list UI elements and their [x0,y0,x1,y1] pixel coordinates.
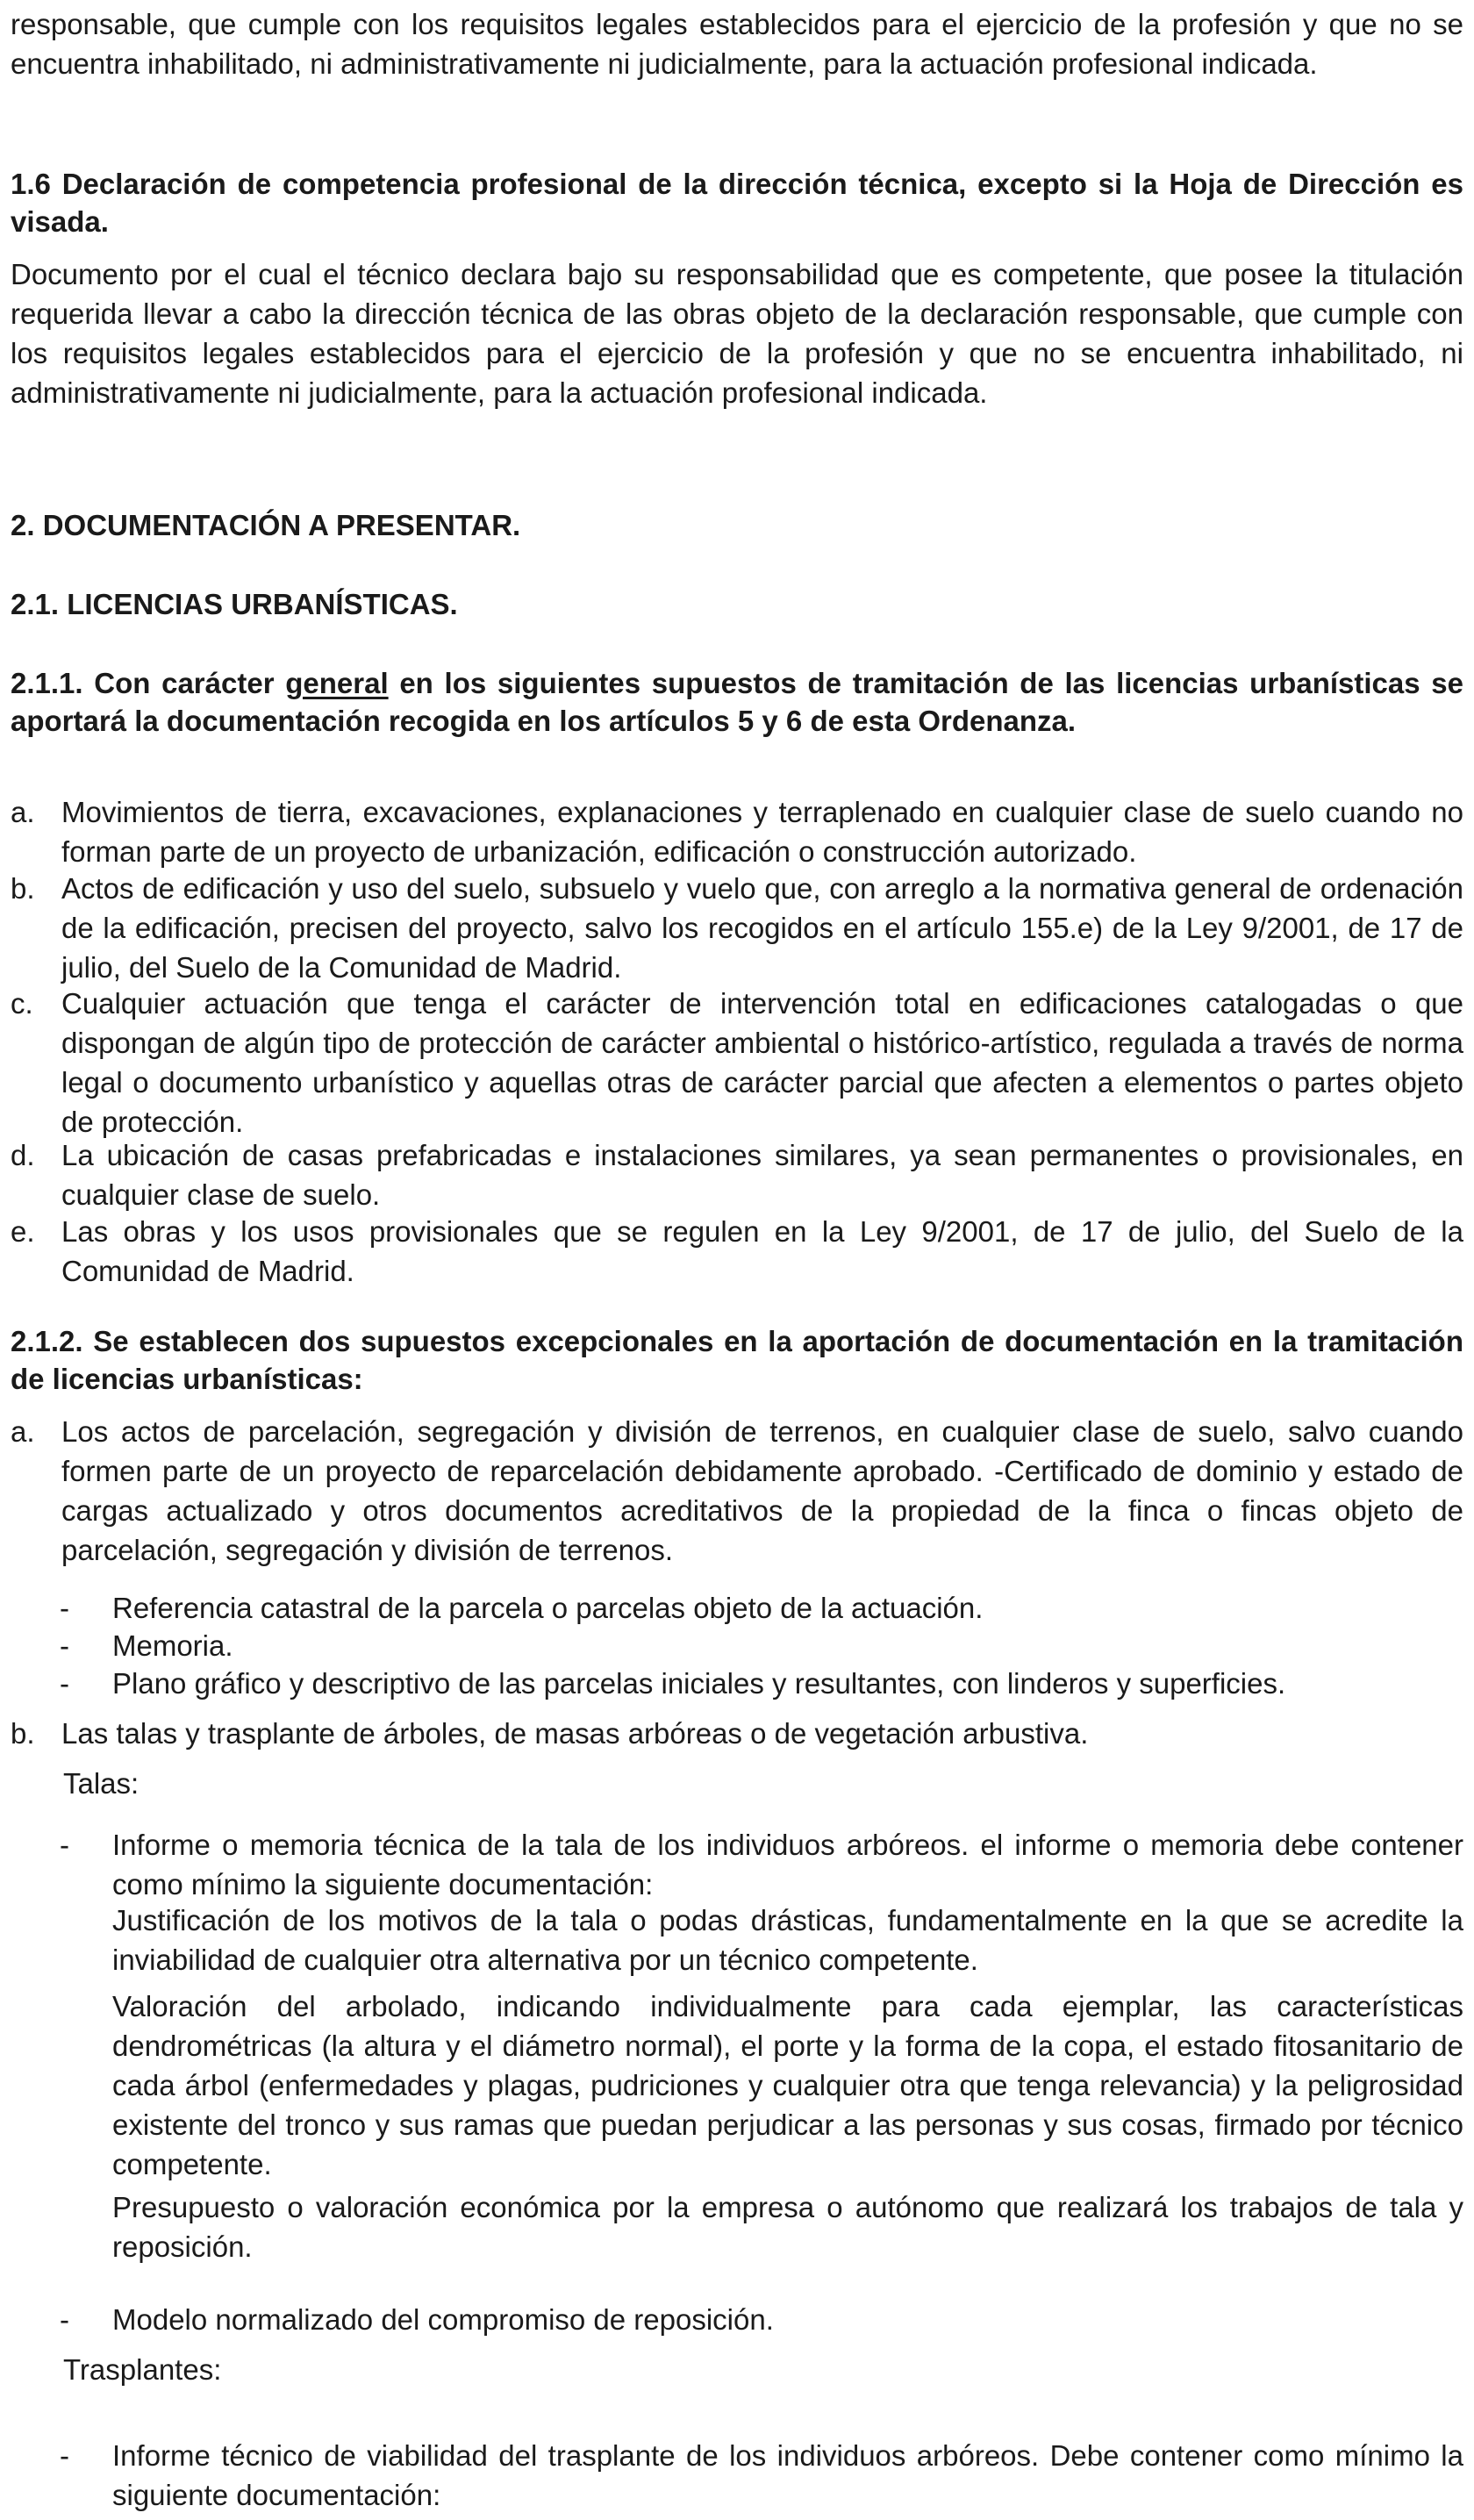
dash-marker: - [60,1629,69,1662]
section-1-6-heading: 1.6 Declaración de competencia profesional de la dirección técnica, excepto si la Hoja de Dirección es visada. [11,168,1463,238]
list-item-a [11,792,1463,871]
list-item-text: Los actos de parcelación, segregación y división de terrenos, en cualquier clase de suelo, salvo cuando formen parte de un proyecto de reparcelación debidamente aprobado. -Certificado de dominio y estado de cargas actualizado y otros documentos acreditativos de la propiedad de la finca o fincas objeto de parcelación, segregación y división de terrenos. [61,1415,1463,1566]
list-marker: b. [11,872,35,905]
list-item-text: La ubicación de casas prefabricadas e instalaciones similares, ya sean permanentes o provisionales, en cualquier clase de suelo. [61,1139,1463,1211]
exception-item-a [11,1412,1463,1570]
dash-item [60,1626,1463,1665]
list-item-e [11,1212,1463,1291]
dash-item [60,1588,1463,1628]
intro-tail-paragraph: responsable, que cumple con los requisitos legales establecidos para el ejercicio de la profesión y que no se encuentra inhabilitado, ni administrativamente ni judicialmente, para la actuación profesional indicada. [11,8,1463,80]
section-2-1-2-heading: 2.1.2. Se establecen dos supuestos excepcionales en la aportación de documentación en la tramitación de licencias urbanísticas: [11,1325,1463,1395]
dash-item-text: Referencia catastral de la parcela o parcelas objeto de la actuación. [112,1592,984,1624]
section-2-1-1-heading: 2.1.1. Con carácter general en los siguientes supuestos de tramitación de las licencias urbanísticas se aportará la documentación recogida en los artículos 5 y 6 de esta Ordenanza. [11,667,1463,737]
dash-item-text: Informe o memoria técnica de la tala de los individuos arbóreos. el informe o memoria debe contener como mínimo la siguiente documentación: [112,1829,1463,1901]
underlined-general: general [285,667,389,699]
dash-item-text: Modelo normalizado del compromiso de reposición. [112,2303,774,2336]
dash-marker: - [60,2303,69,2336]
dash-marker: - [60,1829,69,1861]
list-marker: e. [11,1215,35,1248]
list-item-b [11,869,1463,987]
list-item-text: Actos de edificación y uso del suelo, subsuelo y vuelo que, con arreglo a la normativa general de ordenación de la edificación, precisen del proyecto, salvo los recogidos en el artículo 155.e) de la Ley 9/2001, de 17 de julio, del Suelo de la Comunidad de Madrid. [61,872,1463,984]
list-marker: c. [11,987,33,1020]
section-2-heading: 2. DOCUMENTACIÓN A PRESENTAR. [11,509,521,541]
dash-item [60,2300,1463,2339]
list-item-text: Cualquier actuación que tenga el carácter de intervención total en edificaciones catalogadas o que dispongan de algún tipo de protección de carácter ambiental o histórico-artístico, regulada a través de norma legal o documento urbanístico y aquellas otras de carácter parcial que afecten a elementos o partes objeto de protección. [61,987,1463,1138]
talas-label: Talas: [63,1767,140,1800]
list-item-c [11,984,1463,1142]
list-item-d [11,1135,1463,1214]
trasplantes-label: Trasplantes: [63,2353,222,2386]
dash-item [60,2436,1463,2515]
list-marker: b. [11,1717,35,1750]
talas-justificacion-paragraph: Justificación de los motivos de la tala o podas drásticas, fundamentalmente en la que se acredite la inviabilidad de cualquier otra alternativa por un técnico competente. [112,1904,1463,1976]
dash-item [60,1825,1463,1904]
dash-marker: - [60,1592,69,1624]
dash-item-text: Memoria. [112,1629,233,1662]
dash-item [60,1664,1463,1703]
list-item-text: Movimientos de tierra, excavaciones, explanaciones y terraplenado en cualquier clase de suelo cuando no forman parte de un proyecto de urbanización, edificación o construcción autorizado. [61,796,1463,868]
list-marker: a. [11,796,35,828]
talas-presupuesto-paragraph: Presupuesto o valoración económica por la empresa o autónomo que realizará los trabajos de tala y reposición. [112,2191,1463,2263]
list-item-text: Las talas y trasplante de árboles, de masas arbóreas o de vegetación arbustiva. [61,1717,1089,1750]
dash-marker: - [60,1667,69,1700]
section-1-6-body: Documento por el cual el técnico declara bajo su responsabilidad que es competente, que posee la titulación requerida llevar a cabo la dirección técnica de las obras objeto de la declaración responsable, que cumple con los requisitos legales establecidos para el ejercicio de la profesión y que no se encuentra inhabilitado, ni administrativamente ni judicialmente, para la actuación profesional indicada. [11,258,1463,409]
dash-item-text: Plano gráfico y descriptivo de las parcelas iniciales y resultantes, con linderos y superficies. [112,1667,1286,1700]
dash-item-text: Informe técnico de viabilidad del trasplante de los individuos arbóreos. Debe contener como mínimo la siguiente documentación: [112,2439,1463,2511]
exception-item-b [11,1714,1463,1753]
talas-valoracion-paragraph: Valoración del arbolado, indicando individualmente para cada ejemplar, las características dendrométricas (la altura y el diámetro normal), el porte y la forma de la copa, el estado fitosanitario de cada árbol (enfermedades y plagas, pudriciones y cualquier otra que tenga relevancia) y la peligrosidad existente del tronco y sus ramas que puedan perjudicar a las personas y sus cosas, firmado por técnico competente. [112,1990,1463,2180]
list-marker: a. [11,1415,35,1448]
list-marker: d. [11,1139,35,1171]
section-2-1-heading: 2.1. LICENCIAS URBANÍSTICAS. [11,588,458,620]
dash-marker: - [60,2439,69,2472]
list-item-text: Las obras y los usos provisionales que se regulen en la Ley 9/2001, de 17 de julio, del Suelo de la Comunidad de Madrid. [61,1215,1463,1287]
